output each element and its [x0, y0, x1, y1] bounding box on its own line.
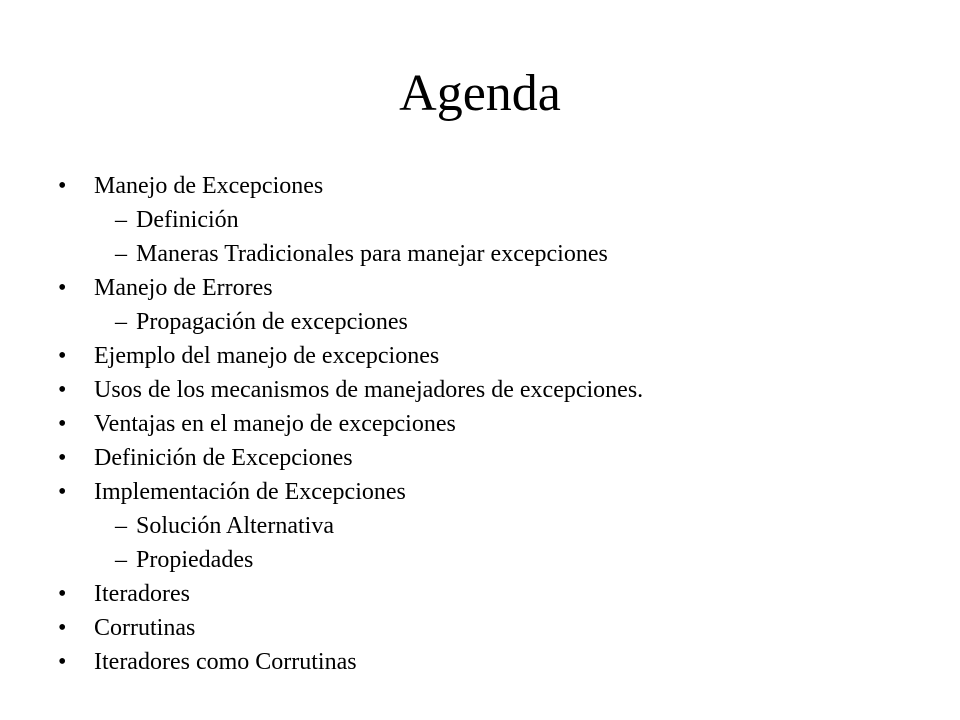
agenda-item-text: Iteradores como Corrutinas [94, 649, 357, 675]
agenda-item-text: Definición de Excepciones [94, 445, 353, 471]
agenda-list [0, 169, 960, 679]
agenda-item [0, 645, 960, 679]
agenda-item [0, 339, 960, 373]
agenda-item [0, 373, 960, 407]
agenda-item-text: Propagación de excepciones [136, 309, 408, 335]
agenda-item-text: Implementación de Excepciones [94, 479, 406, 505]
bullet-marker: • [58, 479, 67, 505]
agenda-item-text: Iteradores [94, 581, 190, 607]
bullet-marker: • [58, 173, 67, 199]
bullet-marker: • [58, 445, 67, 471]
bullet-marker: • [58, 615, 67, 641]
agenda-item [0, 407, 960, 441]
agenda-item-text: Usos de los mecanismos de manejadores de excepciones. [94, 377, 644, 403]
agenda-item-text: Definición [136, 207, 239, 233]
bullet-marker: • [58, 343, 67, 369]
agenda-item-text: Solución Alternativa [136, 513, 334, 539]
agenda-item [0, 577, 960, 611]
agenda-item-text: Ejemplo del manejo de excepciones [94, 343, 440, 369]
agenda-item [0, 305, 960, 339]
agenda-item [0, 271, 960, 305]
agenda-item [0, 237, 960, 271]
bullet-marker: • [58, 649, 67, 675]
agenda-item-text: Manejo de Errores [94, 275, 273, 301]
agenda-item [0, 169, 960, 203]
dash-marker: – [115, 309, 127, 335]
agenda-item [0, 611, 960, 645]
agenda-item-text: Manejo de Excepciones [94, 173, 324, 199]
agenda-item [0, 543, 960, 577]
dash-marker: – [115, 241, 127, 267]
slide-title: Agenda [399, 65, 561, 122]
bullet-marker: • [58, 411, 67, 437]
agenda-item [0, 475, 960, 509]
dash-marker: – [115, 547, 127, 573]
bullet-marker: • [58, 275, 67, 301]
dash-marker: – [115, 513, 127, 539]
agenda-item-text: Maneras Tradicionales para manejar excepciones [136, 241, 608, 267]
agenda-item [0, 509, 960, 543]
agenda-item-text: Propiedades [136, 547, 254, 573]
agenda-item [0, 441, 960, 475]
dash-marker: – [115, 207, 127, 233]
bullet-marker: • [58, 377, 67, 403]
agenda-item-text: Corrutinas [94, 615, 196, 641]
bullet-marker: • [58, 581, 67, 607]
agenda-item-text: Ventajas en el manejo de excepciones [94, 411, 456, 437]
agenda-item [0, 203, 960, 237]
